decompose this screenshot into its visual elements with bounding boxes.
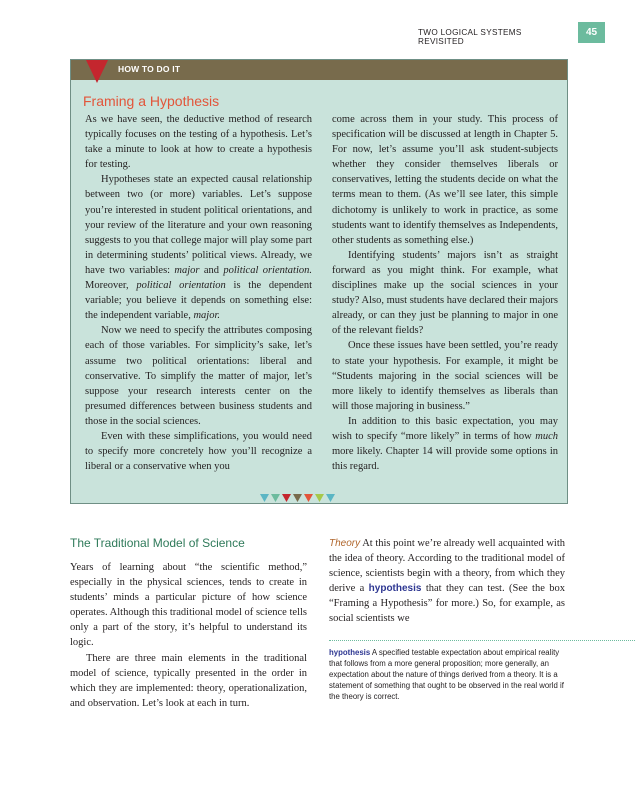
running-head: TWO LOGICAL SYSTEMS REVISITED — [418, 28, 522, 46]
triangle-marker-icon — [86, 60, 108, 83]
section-heading: The Traditional Model of Science — [70, 536, 245, 550]
box-paragraph: Hypotheses state an expected causal relationship between two (or more) variables. Let’s suppose you’re interested in student political orientations, and your review of the literature and your own reasoning suggests to you that college major will play some part in determining students’ political views. Already, we have two variables: major and political orientation. Moreover, political orientation is the dependent variable; you believe it depends on something else: the independent variable, major. — [85, 174, 313, 322]
theory-subheading: Theory — [329, 538, 361, 549]
body-paragraph: There are three main elements in the traditional model of science, typically presented in the order in which they are implemented: theory, operationalization, and observation. Let’s look at each in turn. — [70, 652, 307, 709]
glossary-entry — [329, 647, 569, 702]
glossary-term-link: hypothesis — [368, 583, 422, 595]
main-left-column — [70, 560, 307, 711]
box-left-column — [85, 112, 312, 474]
box-label: HOW TO DO IT — [118, 64, 181, 74]
box-paragraph: come across them in your study. This process of specification will be discussed at length in Chapter 5. For now, let’s assume you’ll ask student-subjects whether they consider themselves liberals or conservatives, letting the students decide on what the terms mean to them. (As we’ll see later, this simple dichotomy is unlikely to work in practice, as some students want to identify themselves as Independents, other students as something else.) — [332, 114, 558, 246]
box-right-column — [332, 112, 558, 474]
how-to-box — [70, 59, 568, 504]
box-paragraph: As we have seen, the deductive method of research typically focuses on the testing of a hypothesis. Let’s take a minute to look at how to create a hypothesis for testing. — [85, 114, 312, 171]
box-paragraph: Once these issues have been settled, you’re ready to state your hypothesis. For example, it might be “Students majoring in the social sciences will be more likely to identify themselves as liberals than will those majoring in business.” — [332, 340, 558, 412]
glossary-definition: A specified testable expectation about empirical reality that follows from a more general proposition; more generally, an expectation about the nature of things derived from a theory. It is a statement of something that ought to be observed in the real world if the theory is correct. — [329, 648, 564, 702]
body-paragraph: Theory At this point we’re already well acquainted with the idea of theory. According to the traditional model of science, scientists begin with a theory, from which they derive a hypothesis that they can test. (See the box “Framing a Hypothesis” for more.) So, for example, as social scientists we — [329, 538, 565, 625]
glossary-term: hypothesis — [329, 648, 371, 657]
glossary-divider — [329, 640, 635, 641]
box-paragraph: In addition to this basic expectation, you may wish to specify “more likely” in terms of how much more likely. Chapter 14 will provide some options in this regard. — [332, 415, 558, 473]
decorative-triangles-icon — [260, 494, 336, 503]
box-title: Framing a Hypothesis — [83, 93, 220, 109]
page-number: 45 — [578, 22, 605, 43]
box-paragraph: Now we need to specify the attributes composing each of those variables. For simplicity’s sake, let’s assume two political orientations: liberal and conservative. To simplify the matter of major, let’s suppose your research interests center on the presumed differences between business students and those in the social sciences. — [85, 325, 312, 427]
main-right-column — [329, 536, 565, 627]
box-paragraph: Even with these simplifications, you would need to specify more concretely how you’ll recognize a liberal or a conservative when you — [85, 430, 312, 473]
box-paragraph: Identifying students’ majors isn’t as straight forward as you might think. For example, what disciplines make up the social sciences in your study? Also, must students have declared their majors already, or can they just be planning to major in one of the relevant fields? — [332, 249, 558, 337]
body-paragraph: Years of learning about “the scientific method,” especially in the physical sciences, tends to create in students’ minds a particular picture of how science operates. Although this traditional model of science tells only a part of the story, it’s helpful to understand its logic. — [70, 562, 307, 649]
